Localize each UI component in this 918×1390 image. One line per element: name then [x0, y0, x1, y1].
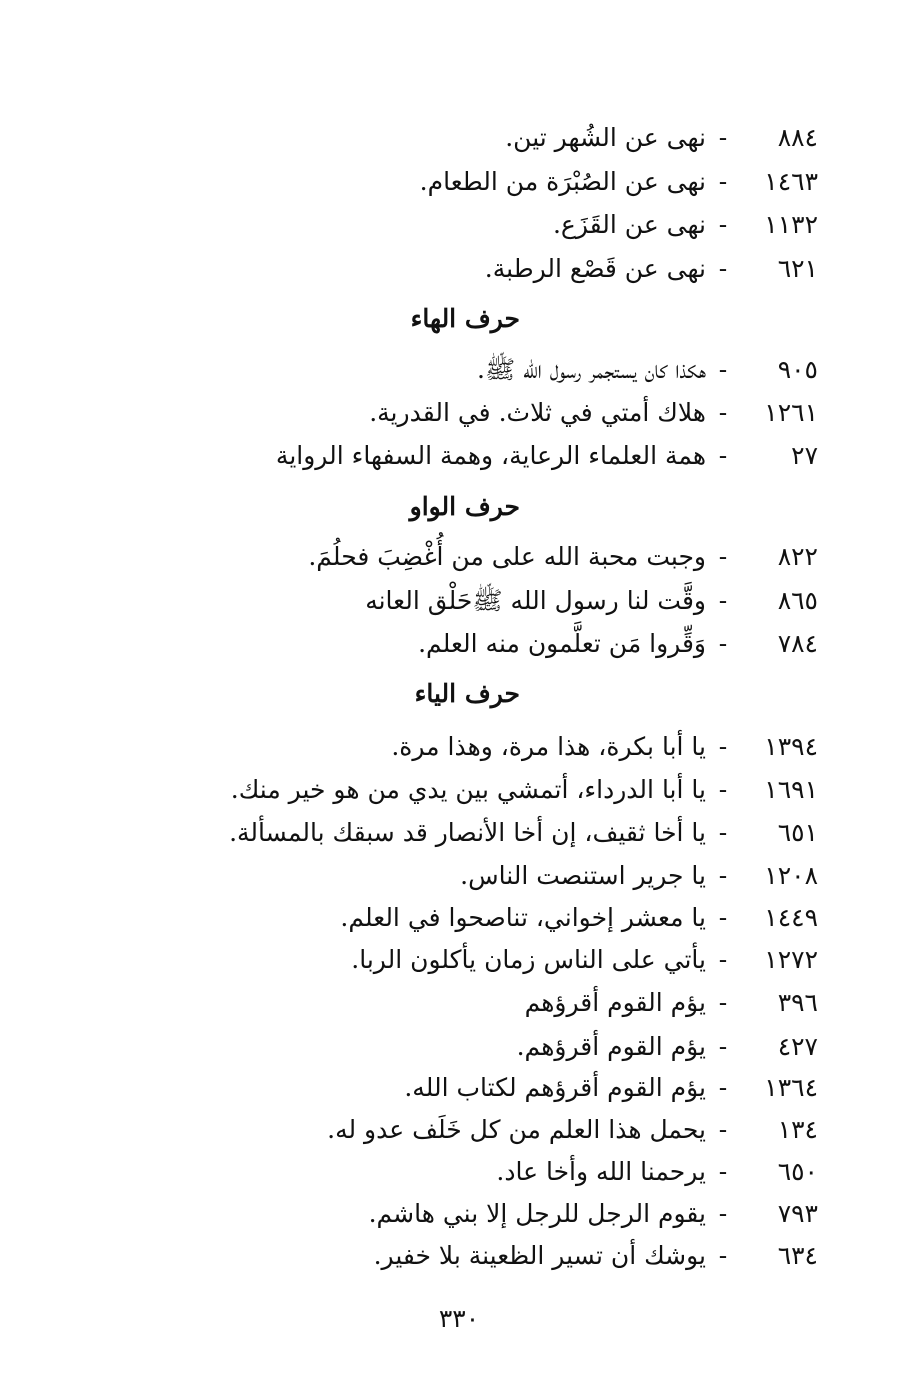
entry-text: يؤم القوم أقرؤهم: [524, 988, 706, 1017]
index-entry: [404, 1071, 818, 1105]
entry-dash: -: [718, 1157, 728, 1186]
index-entry: [517, 1030, 818, 1064]
entry-dash: -: [718, 818, 728, 847]
entry-dash: -: [718, 775, 728, 804]
index-entry: [351, 943, 818, 977]
entry-dash: -: [718, 355, 728, 384]
index-entry: [420, 165, 818, 199]
index-entry: [374, 1239, 818, 1273]
index-entry: [391, 730, 818, 764]
entry-number: ١٤٤٩: [764, 903, 818, 932]
entry-number: ١٤٦٣: [764, 167, 818, 196]
entry-dash: -: [718, 542, 728, 571]
entry-dash: -: [718, 629, 728, 658]
entry-dash: -: [718, 945, 728, 974]
entry-number: ٧٩٣: [777, 1199, 818, 1228]
entry-number: ٩٠٥: [777, 355, 818, 384]
index-entry: [369, 1197, 818, 1231]
entry-number: ١٣٦٤: [764, 1073, 818, 1102]
index-entry: [553, 208, 818, 242]
entry-number: ١٢٧٢: [764, 945, 818, 974]
index-entry: [276, 439, 818, 473]
entry-dash: -: [718, 903, 728, 932]
entry-text: هلاك أمتي في ثلاث. في القدرية.: [369, 398, 706, 427]
entry-number: ٨٢٢: [777, 542, 818, 571]
entry-text: يا أبا الدرداء، أتمشي بين يدي من هو خير منك.: [230, 775, 706, 804]
entry-number: ٢٧: [791, 441, 818, 470]
entry-number: ١٣٩٤: [764, 732, 818, 761]
entry-number: ٨٨٤: [777, 123, 818, 152]
entry-dash: -: [718, 861, 728, 890]
entry-dash: -: [718, 988, 728, 1017]
index-entry: [365, 584, 818, 618]
entry-text: يا جرير استنصت الناس.: [460, 861, 706, 890]
entry-dash: -: [718, 210, 728, 239]
entry-text: وَقِّروا مَن تعلَّمون منه العلم.: [418, 629, 706, 658]
entry-text: نهى عن قَصْع الرطبة.: [484, 254, 706, 283]
entry-text: يا معشر إخواني، تناصحوا في العلم.: [340, 903, 706, 932]
index-entry: [485, 252, 818, 286]
entry-text: يأتي على الناس زمان يأكلون الربا.: [351, 945, 706, 974]
index-entry: [477, 353, 818, 387]
entry-dash: -: [718, 441, 728, 470]
section-heading-waw: حرف الواو: [409, 492, 520, 521]
entry-text: يحمل هذا العلم من كل خَلَف عدو له.: [327, 1115, 706, 1144]
entry-dash: -: [718, 123, 728, 152]
entry-text: يا أخا ثقيف، إن أخا الأنصار قد سبقك بالمسألة.: [229, 818, 706, 847]
entry-text: نهى عن الصُبْرَة من الطعام.: [419, 167, 706, 196]
entry-dash: -: [718, 398, 728, 427]
entry-text: همة العلماء الرعاية، وهمة السفهاء الرواية: [275, 441, 706, 470]
index-entry: [340, 901, 818, 935]
entry-dash: -: [718, 1032, 728, 1061]
index-entry: [327, 1113, 818, 1147]
index-entry: [496, 1155, 818, 1189]
entry-text: يوشك أن تسير الظعينة بلا خفير.: [373, 1241, 706, 1270]
entry-dash: -: [718, 732, 728, 761]
index-entry: [505, 121, 818, 155]
entry-text: وقَّت لنا رسول الله ﷺحَلْق العانه: [365, 586, 706, 615]
index-entry: [369, 396, 818, 430]
index-entry: [460, 859, 818, 893]
entry-number: ٤٢٧: [777, 1032, 818, 1061]
entry-number: ١٦٩١: [764, 775, 818, 804]
index-entry: [231, 773, 818, 807]
entry-text: يؤم القوم أقرؤهم لكتاب الله.: [404, 1073, 706, 1102]
index-entry: [308, 540, 818, 574]
entry-number: ١١٣٢: [764, 210, 818, 239]
entry-text: وجبت محبة الله على من أُغْضِبَ فحلُمَ.: [308, 542, 706, 571]
entry-dash: -: [718, 167, 728, 196]
entry-dash: -: [718, 1115, 728, 1144]
entry-text: هكذا كان يستجمر رسول الله ﷺ.: [477, 355, 706, 384]
entry-dash: -: [718, 1199, 728, 1228]
index-entry: [418, 627, 818, 661]
page-number: ٣٣٠: [438, 1304, 480, 1333]
entry-number: ٦٥٠: [777, 1157, 818, 1186]
entry-dash: -: [718, 1241, 728, 1270]
entry-text: نهى عن القَزَع.: [552, 210, 706, 239]
entry-number: ٦٣٤: [777, 1241, 818, 1270]
entry-dash: -: [718, 586, 728, 615]
entry-number: ٦٥١: [777, 818, 818, 847]
entry-number: ٨٦٥: [777, 586, 818, 615]
entry-number: ٣٩٦: [777, 988, 818, 1017]
entry-number: ٦٢١: [777, 254, 818, 283]
entry-dash: -: [718, 1073, 728, 1102]
entry-number: ١٢٠٨: [764, 861, 818, 890]
entry-text: يقوم الرجل للرجل إلا بني هاشم.: [368, 1199, 706, 1228]
entry-text: يرحمنا الله وأخا عاد.: [496, 1157, 706, 1186]
entry-number: ٧٨٤: [777, 629, 818, 658]
entry-text: يؤم القوم أقرؤهم.: [516, 1032, 706, 1061]
index-entry: [525, 986, 818, 1020]
index-entry: [229, 816, 818, 850]
entry-text: يا أبا بكرة، هذا مرة، وهذا مرة.: [391, 732, 706, 761]
entry-text: نهى عن الشُهر تين.: [505, 123, 706, 152]
section-heading-yaa: حرف الياء: [414, 679, 520, 708]
entry-number: ١٢٦١: [764, 398, 818, 427]
entry-number: ١٣٤: [777, 1115, 818, 1144]
section-heading-haa: حرف الهاء: [410, 304, 520, 333]
entry-dash: -: [718, 254, 728, 283]
